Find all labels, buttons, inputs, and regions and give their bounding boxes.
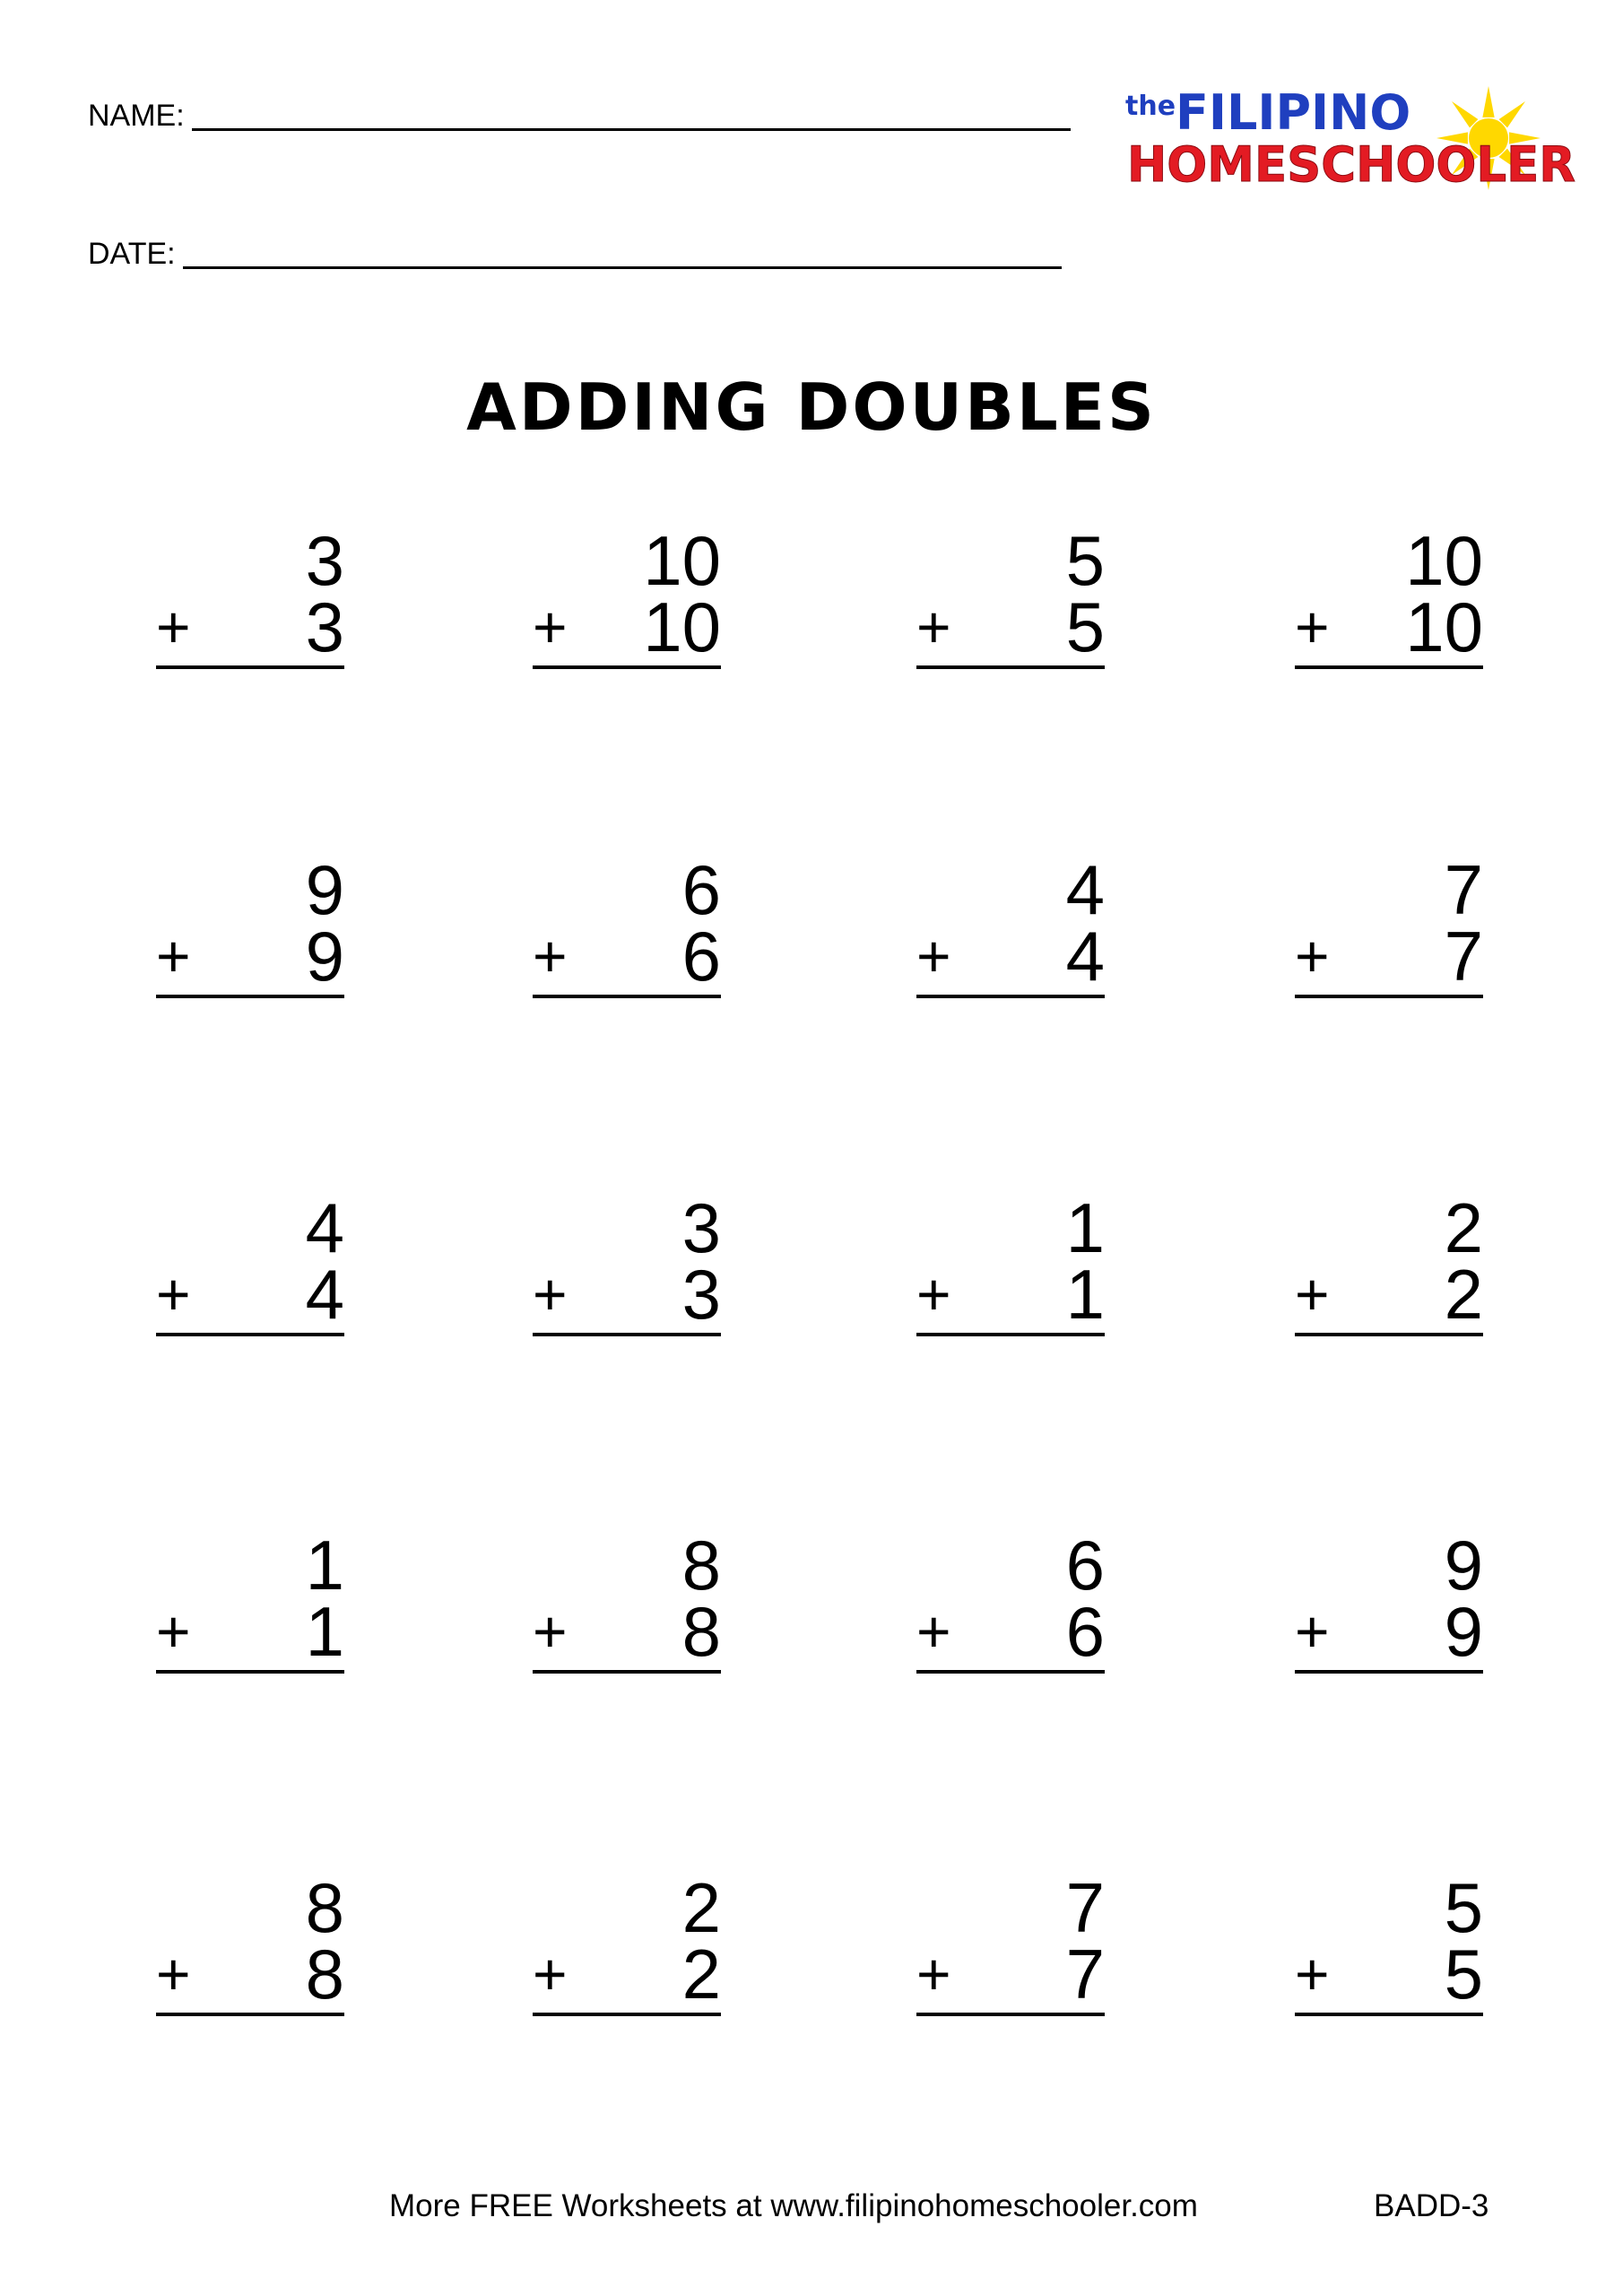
addend-top: 7	[1065, 1868, 1105, 1947]
addend-top: 9	[1444, 1526, 1483, 1605]
plus-sign: +	[156, 594, 191, 660]
logo-filipino: FILIPINO	[1176, 84, 1411, 141]
addition-problem	[916, 850, 1105, 998]
addend-bottom: 5	[1444, 1935, 1483, 2013]
plus-sign: +	[533, 1598, 568, 1665]
plus-sign: +	[533, 1261, 568, 1327]
addend-top: 2	[681, 1868, 721, 1947]
plus-sign: +	[916, 1261, 951, 1327]
sun-ray	[1452, 101, 1478, 127]
filipino-homeschooler-logo	[1125, 83, 1583, 190]
addend-bottom: 6	[681, 917, 721, 996]
addend-top: 1	[305, 1526, 344, 1605]
addition-problem	[916, 1526, 1105, 1674]
date-field[interactable]	[88, 239, 1062, 269]
logo-homeschooler: HOMESCHOOLER	[1127, 136, 1575, 190]
addend-top: 10	[643, 521, 721, 600]
worksheet-code: BADD-3	[1374, 2188, 1489, 2223]
plus-sign: +	[1295, 594, 1330, 660]
addend-bottom: 10	[1405, 587, 1483, 666]
plus-sign: +	[533, 1941, 568, 2007]
plus-sign: +	[1295, 1261, 1330, 1327]
addend-top: 6	[1065, 1526, 1105, 1605]
date-line[interactable]	[183, 239, 1062, 269]
addition-problem	[156, 1526, 344, 1674]
plus-sign: +	[916, 1598, 951, 1665]
addend-top: 5	[1065, 521, 1105, 600]
addend-top: 4	[1065, 850, 1105, 929]
plus-sign: +	[156, 1598, 191, 1665]
addition-problem	[916, 1188, 1105, 1336]
plus-sign: +	[156, 923, 191, 989]
addend-top: 2	[1444, 1188, 1483, 1267]
addend-top: 10	[1405, 521, 1483, 600]
sun-ray	[1482, 86, 1494, 117]
addend-bottom: 7	[1065, 1935, 1105, 2013]
addend-top: 7	[1444, 850, 1483, 929]
addition-problem	[533, 521, 721, 669]
plus-sign: +	[1295, 1941, 1330, 2007]
logo-the: the	[1125, 91, 1176, 122]
addition-problem	[533, 1188, 721, 1336]
addend-top: 6	[681, 850, 721, 929]
name-line[interactable]	[192, 101, 1071, 131]
addend-top: 3	[305, 521, 344, 600]
addition-problem	[1295, 850, 1483, 998]
addition-problem	[1295, 1188, 1483, 1336]
plus-sign: +	[533, 923, 568, 989]
addition-problem	[156, 1868, 344, 2016]
addend-top: 8	[305, 1868, 344, 1947]
addend-bottom: 2	[681, 1935, 721, 2013]
addend-bottom: 2	[1444, 1255, 1483, 1334]
date-label: DATE:	[88, 237, 176, 271]
addition-problem	[1295, 521, 1483, 669]
addend-bottom: 1	[1065, 1255, 1105, 1334]
addend-bottom: 1	[305, 1592, 344, 1671]
addition-problem	[533, 1526, 721, 1674]
addend-top: 9	[305, 850, 344, 929]
plus-sign: +	[916, 594, 951, 660]
addend-bottom: 5	[1065, 587, 1105, 666]
addition-problem	[156, 850, 344, 998]
addend-top: 1	[1065, 1188, 1105, 1267]
addition-problem	[533, 850, 721, 998]
addend-bottom: 3	[681, 1255, 721, 1334]
addition-problem	[1295, 1868, 1483, 2016]
addition-problem	[916, 1868, 1105, 2016]
addend-bottom: 3	[305, 587, 344, 666]
addition-problem	[156, 521, 344, 669]
plus-sign: +	[1295, 923, 1330, 989]
addend-bottom: 10	[643, 587, 721, 666]
addend-bottom: 4	[1065, 917, 1105, 996]
addend-top: 3	[681, 1188, 721, 1267]
plus-sign: +	[916, 1941, 951, 2007]
name-field[interactable]	[88, 100, 1071, 131]
addition-problem	[916, 521, 1105, 669]
addend-bottom: 7	[1444, 917, 1483, 996]
worksheet-title: ADDING DOUBLES	[466, 370, 1157, 445]
addend-bottom: 9	[1444, 1592, 1483, 1671]
addend-bottom: 4	[305, 1255, 344, 1334]
addend-top: 5	[1444, 1868, 1483, 1947]
footer-website-text: More FREE Worksheets at www.filipinohomeschooler.com	[389, 2188, 1198, 2223]
plus-sign: +	[156, 1261, 191, 1327]
name-label: NAME:	[88, 99, 185, 133]
plus-sign: +	[916, 923, 951, 989]
addend-bottom: 8	[681, 1592, 721, 1671]
addend-top: 4	[305, 1188, 344, 1267]
plus-sign: +	[533, 594, 568, 660]
addend-bottom: 8	[305, 1935, 344, 2013]
plus-sign: +	[156, 1941, 191, 2007]
addend-bottom: 9	[305, 917, 344, 996]
addend-bottom: 6	[1065, 1592, 1105, 1671]
plus-sign: +	[1295, 1598, 1330, 1665]
sun-ray	[1499, 101, 1525, 127]
addition-problem	[156, 1188, 344, 1336]
addition-problem	[1295, 1526, 1483, 1674]
addend-top: 8	[681, 1526, 721, 1605]
addition-problem	[533, 1868, 721, 2016]
